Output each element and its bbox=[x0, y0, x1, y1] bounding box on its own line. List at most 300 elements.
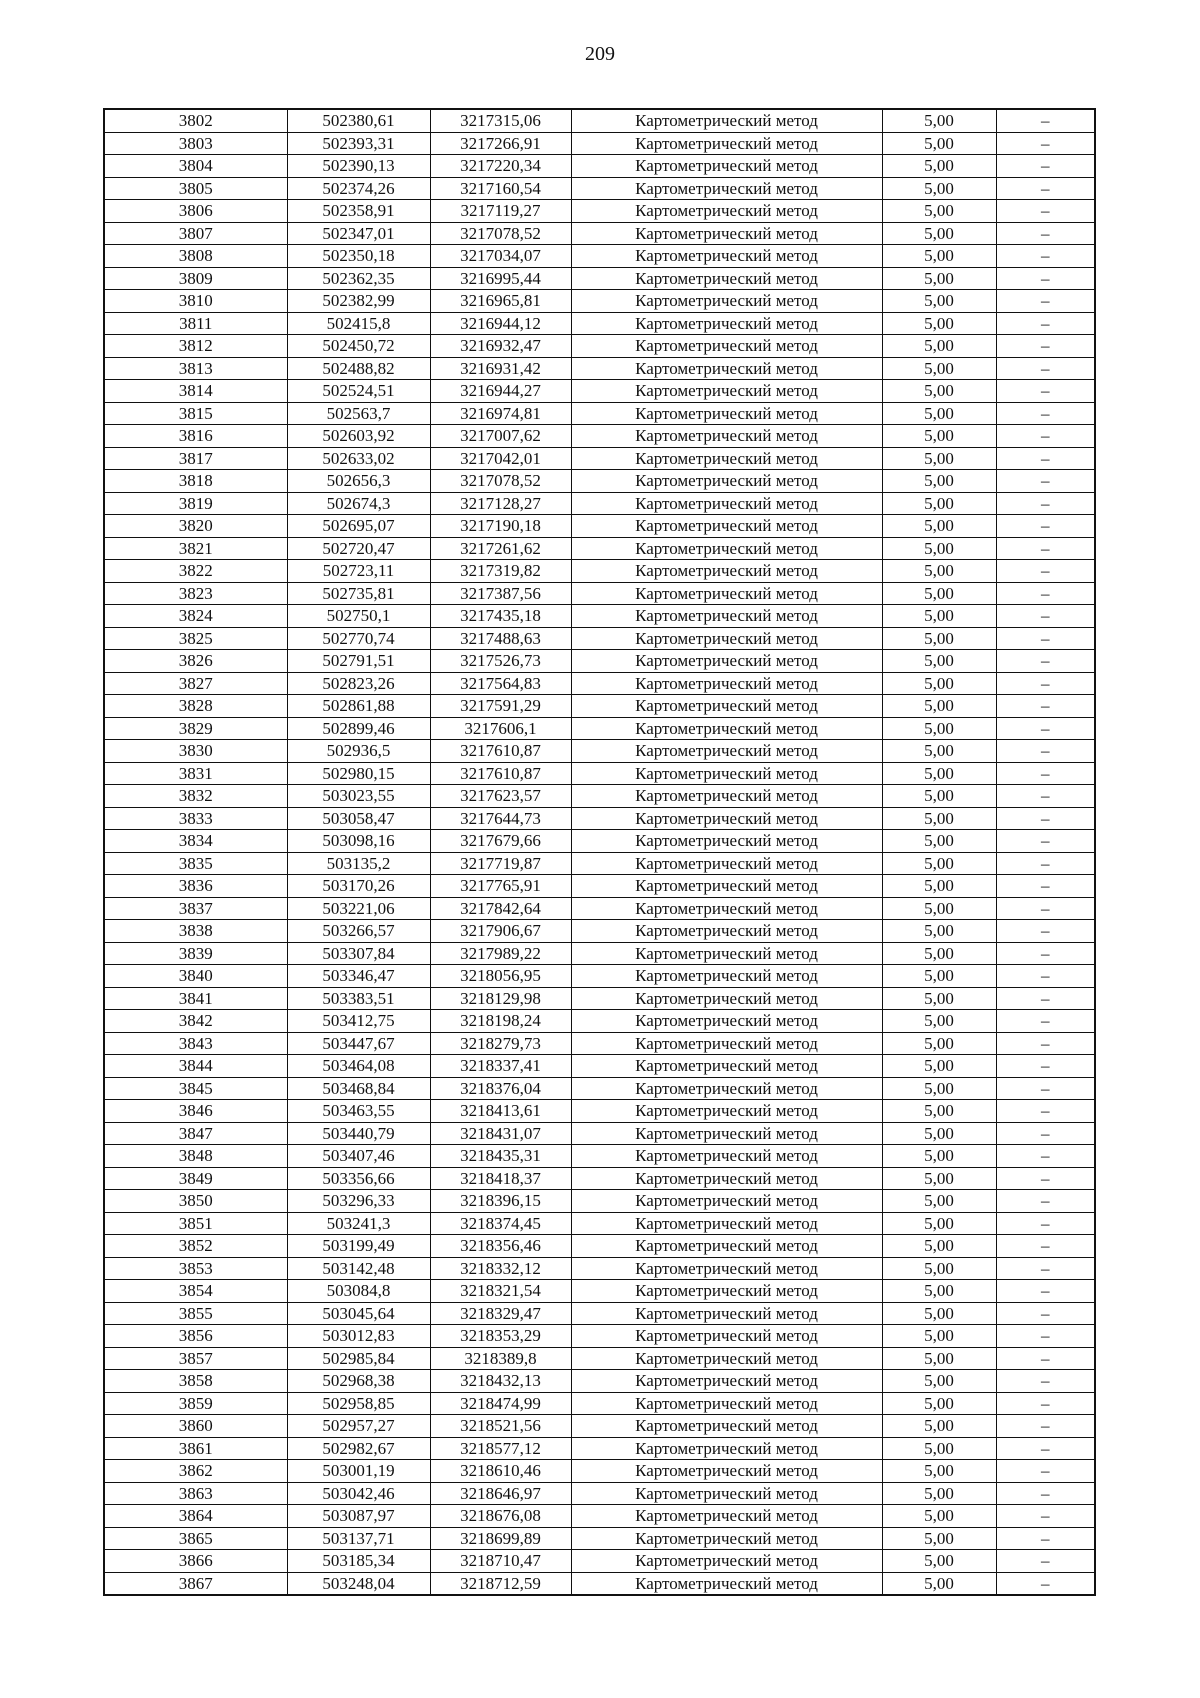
table-row bbox=[104, 200, 1095, 223]
table-row bbox=[104, 1302, 1095, 1325]
x-coordinate-cell: 502633,02 bbox=[287, 447, 430, 470]
accuracy-cell: 5,00 bbox=[882, 1302, 996, 1325]
note-cell: – bbox=[996, 1190, 1095, 1213]
note-cell: – bbox=[996, 920, 1095, 943]
note-cell: – bbox=[996, 1347, 1095, 1370]
point-number-cell: 3845 bbox=[104, 1077, 287, 1100]
x-coordinate-cell: 503058,47 bbox=[287, 807, 430, 830]
table-row bbox=[104, 717, 1095, 740]
method-cell: Картометрический метод bbox=[571, 695, 882, 718]
y-coordinate-cell: 3218610,46 bbox=[430, 1460, 571, 1483]
point-number-cell: 3840 bbox=[104, 965, 287, 988]
point-number-cell: 3842 bbox=[104, 1010, 287, 1033]
method-cell: Картометрический метод bbox=[571, 335, 882, 358]
point-number-cell: 3805 bbox=[104, 177, 287, 200]
method-cell: Картометрический метод bbox=[571, 965, 882, 988]
point-number-cell: 3833 bbox=[104, 807, 287, 830]
note-cell: – bbox=[996, 177, 1095, 200]
x-coordinate-cell: 503199,49 bbox=[287, 1235, 430, 1258]
x-coordinate-cell: 503440,79 bbox=[287, 1122, 430, 1145]
table-row bbox=[104, 267, 1095, 290]
accuracy-cell: 5,00 bbox=[882, 312, 996, 335]
accuracy-cell: 5,00 bbox=[882, 109, 996, 132]
point-number-cell: 3829 bbox=[104, 717, 287, 740]
x-coordinate-cell: 503042,46 bbox=[287, 1482, 430, 1505]
x-coordinate-cell: 503045,64 bbox=[287, 1302, 430, 1325]
note-cell: – bbox=[996, 425, 1095, 448]
note-cell: – bbox=[996, 1460, 1095, 1483]
y-coordinate-cell: 3218418,37 bbox=[430, 1167, 571, 1190]
y-coordinate-cell: 3217526,73 bbox=[430, 650, 571, 673]
note-cell: – bbox=[996, 155, 1095, 178]
table-row bbox=[104, 1235, 1095, 1258]
note-cell: – bbox=[996, 695, 1095, 718]
y-coordinate-cell: 3218413,61 bbox=[430, 1100, 571, 1123]
point-number-cell: 3824 bbox=[104, 605, 287, 628]
y-coordinate-cell: 3218712,59 bbox=[430, 1572, 571, 1595]
method-cell: Картометрический метод bbox=[571, 1347, 882, 1370]
table-row bbox=[104, 897, 1095, 920]
note-cell: – bbox=[996, 267, 1095, 290]
x-coordinate-cell: 503248,04 bbox=[287, 1572, 430, 1595]
table-row bbox=[104, 695, 1095, 718]
y-coordinate-cell: 3217719,87 bbox=[430, 852, 571, 875]
note-cell: – bbox=[996, 650, 1095, 673]
note-cell: – bbox=[996, 852, 1095, 875]
method-cell: Картометрический метод bbox=[571, 200, 882, 223]
x-coordinate-cell: 503266,57 bbox=[287, 920, 430, 943]
point-number-cell: 3811 bbox=[104, 312, 287, 335]
x-coordinate-cell: 502723,11 bbox=[287, 560, 430, 583]
note-cell: – bbox=[996, 560, 1095, 583]
note-cell: – bbox=[996, 897, 1095, 920]
x-coordinate-cell: 503185,34 bbox=[287, 1550, 430, 1573]
table-row bbox=[104, 762, 1095, 785]
table-row bbox=[104, 627, 1095, 650]
table-row bbox=[104, 650, 1095, 673]
x-coordinate-cell: 503142,48 bbox=[287, 1257, 430, 1280]
table-row bbox=[104, 807, 1095, 830]
x-coordinate-cell: 502968,38 bbox=[287, 1370, 430, 1393]
table-row bbox=[104, 1370, 1095, 1393]
method-cell: Картометрический метод bbox=[571, 1505, 882, 1528]
table-row bbox=[104, 560, 1095, 583]
table-row bbox=[104, 109, 1095, 132]
method-cell: Картометрический метод bbox=[571, 785, 882, 808]
table-row bbox=[104, 582, 1095, 605]
x-coordinate-cell: 503012,83 bbox=[287, 1325, 430, 1348]
table-row bbox=[104, 740, 1095, 763]
accuracy-cell: 5,00 bbox=[882, 1212, 996, 1235]
method-cell: Картометрический метод bbox=[571, 830, 882, 853]
y-coordinate-cell: 3218279,73 bbox=[430, 1032, 571, 1055]
table-row bbox=[104, 830, 1095, 853]
note-cell: – bbox=[996, 222, 1095, 245]
accuracy-cell: 5,00 bbox=[882, 807, 996, 830]
table-row bbox=[104, 155, 1095, 178]
point-number-cell: 3857 bbox=[104, 1347, 287, 1370]
y-coordinate-cell: 3218521,56 bbox=[430, 1415, 571, 1438]
x-coordinate-cell: 503241,3 bbox=[287, 1212, 430, 1235]
table-row bbox=[104, 1100, 1095, 1123]
method-cell: Картометрический метод bbox=[571, 1032, 882, 1055]
note-cell: – bbox=[996, 740, 1095, 763]
table-row bbox=[104, 1527, 1095, 1550]
accuracy-cell: 5,00 bbox=[882, 1122, 996, 1145]
y-coordinate-cell: 3217606,1 bbox=[430, 717, 571, 740]
table-row bbox=[104, 1415, 1095, 1438]
accuracy-cell: 5,00 bbox=[882, 695, 996, 718]
x-coordinate-cell: 502524,51 bbox=[287, 380, 430, 403]
note-cell: – bbox=[996, 380, 1095, 403]
method-cell: Картометрический метод bbox=[571, 177, 882, 200]
x-coordinate-cell: 503023,55 bbox=[287, 785, 430, 808]
x-coordinate-cell: 502861,88 bbox=[287, 695, 430, 718]
note-cell: – bbox=[996, 515, 1095, 538]
note-cell: – bbox=[996, 335, 1095, 358]
y-coordinate-cell: 3218710,47 bbox=[430, 1550, 571, 1573]
y-coordinate-cell: 3218396,15 bbox=[430, 1190, 571, 1213]
accuracy-cell: 5,00 bbox=[882, 1482, 996, 1505]
note-cell: – bbox=[996, 1302, 1095, 1325]
accuracy-cell: 5,00 bbox=[882, 1437, 996, 1460]
accuracy-cell: 5,00 bbox=[882, 1010, 996, 1033]
method-cell: Картометрический метод bbox=[571, 1302, 882, 1325]
y-coordinate-cell: 3217488,63 bbox=[430, 627, 571, 650]
note-cell: – bbox=[996, 470, 1095, 493]
table-row bbox=[104, 1055, 1095, 1078]
method-cell: Картометрический метод bbox=[571, 155, 882, 178]
point-number-cell: 3825 bbox=[104, 627, 287, 650]
x-coordinate-cell: 502674,3 bbox=[287, 492, 430, 515]
method-cell: Картометрический метод bbox=[571, 1122, 882, 1145]
accuracy-cell: 5,00 bbox=[882, 965, 996, 988]
method-cell: Картометрический метод bbox=[571, 537, 882, 560]
note-cell: – bbox=[996, 402, 1095, 425]
method-cell: Картометрический метод bbox=[571, 627, 882, 650]
table-row bbox=[104, 177, 1095, 200]
y-coordinate-cell: 3217128,27 bbox=[430, 492, 571, 515]
accuracy-cell: 5,00 bbox=[882, 402, 996, 425]
accuracy-cell: 5,00 bbox=[882, 1527, 996, 1550]
accuracy-cell: 5,00 bbox=[882, 492, 996, 515]
point-number-cell: 3817 bbox=[104, 447, 287, 470]
table-row bbox=[104, 1482, 1095, 1505]
y-coordinate-cell: 3217266,91 bbox=[430, 132, 571, 155]
accuracy-cell: 5,00 bbox=[882, 582, 996, 605]
accuracy-cell: 5,00 bbox=[882, 155, 996, 178]
y-coordinate-cell: 3217078,52 bbox=[430, 470, 571, 493]
table-row bbox=[104, 1505, 1095, 1528]
note-cell: – bbox=[996, 1370, 1095, 1393]
y-coordinate-cell: 3216965,81 bbox=[430, 290, 571, 313]
x-coordinate-cell: 503137,71 bbox=[287, 1527, 430, 1550]
note-cell: – bbox=[996, 1257, 1095, 1280]
accuracy-cell: 5,00 bbox=[882, 470, 996, 493]
note-cell: – bbox=[996, 1572, 1095, 1595]
note-cell: – bbox=[996, 1100, 1095, 1123]
table-row bbox=[104, 380, 1095, 403]
x-coordinate-cell: 503463,55 bbox=[287, 1100, 430, 1123]
point-number-cell: 3828 bbox=[104, 695, 287, 718]
y-coordinate-cell: 3218353,29 bbox=[430, 1325, 571, 1348]
x-coordinate-cell: 502750,1 bbox=[287, 605, 430, 628]
point-number-cell: 3819 bbox=[104, 492, 287, 515]
method-cell: Картометрический метод bbox=[571, 852, 882, 875]
table-row bbox=[104, 920, 1095, 943]
accuracy-cell: 5,00 bbox=[882, 672, 996, 695]
y-coordinate-cell: 3217042,01 bbox=[430, 447, 571, 470]
table-row bbox=[104, 402, 1095, 425]
point-number-cell: 3813 bbox=[104, 357, 287, 380]
table-row bbox=[104, 1257, 1095, 1280]
accuracy-cell: 5,00 bbox=[882, 717, 996, 740]
method-cell: Картометрический метод bbox=[571, 1482, 882, 1505]
table-row bbox=[104, 1122, 1095, 1145]
point-number-cell: 3816 bbox=[104, 425, 287, 448]
x-coordinate-cell: 502899,46 bbox=[287, 717, 430, 740]
y-coordinate-cell: 3216944,12 bbox=[430, 312, 571, 335]
y-coordinate-cell: 3216974,81 bbox=[430, 402, 571, 425]
note-cell: – bbox=[996, 830, 1095, 853]
x-coordinate-cell: 502957,27 bbox=[287, 1415, 430, 1438]
table-row bbox=[104, 222, 1095, 245]
note-cell: – bbox=[996, 312, 1095, 335]
method-cell: Картометрический метод bbox=[571, 515, 882, 538]
method-cell: Картометрический метод bbox=[571, 447, 882, 470]
accuracy-cell: 5,00 bbox=[882, 830, 996, 853]
x-coordinate-cell: 503356,66 bbox=[287, 1167, 430, 1190]
y-coordinate-cell: 3216931,42 bbox=[430, 357, 571, 380]
x-coordinate-cell: 503407,46 bbox=[287, 1145, 430, 1168]
x-coordinate-cell: 502791,51 bbox=[287, 650, 430, 673]
accuracy-cell: 5,00 bbox=[882, 762, 996, 785]
accuracy-cell: 5,00 bbox=[882, 1392, 996, 1415]
method-cell: Картометрический метод bbox=[571, 402, 882, 425]
point-number-cell: 3861 bbox=[104, 1437, 287, 1460]
x-coordinate-cell: 502390,13 bbox=[287, 155, 430, 178]
y-coordinate-cell: 3217261,62 bbox=[430, 537, 571, 560]
note-cell: – bbox=[996, 1505, 1095, 1528]
note-cell: – bbox=[996, 1212, 1095, 1235]
y-coordinate-cell: 3218129,98 bbox=[430, 987, 571, 1010]
accuracy-cell: 5,00 bbox=[882, 920, 996, 943]
point-number-cell: 3856 bbox=[104, 1325, 287, 1348]
y-coordinate-cell: 3218332,12 bbox=[430, 1257, 571, 1280]
method-cell: Картометрический метод bbox=[571, 245, 882, 268]
table-row bbox=[104, 1167, 1095, 1190]
accuracy-cell: 5,00 bbox=[882, 1415, 996, 1438]
method-cell: Картометрический метод bbox=[571, 357, 882, 380]
note-cell: – bbox=[996, 1010, 1095, 1033]
point-number-cell: 3832 bbox=[104, 785, 287, 808]
method-cell: Картометрический метод bbox=[571, 605, 882, 628]
table-row bbox=[104, 605, 1095, 628]
note-cell: – bbox=[996, 1167, 1095, 1190]
y-coordinate-cell: 3218676,08 bbox=[430, 1505, 571, 1528]
accuracy-cell: 5,00 bbox=[882, 1505, 996, 1528]
y-coordinate-cell: 3217610,87 bbox=[430, 740, 571, 763]
y-coordinate-cell: 3218699,89 bbox=[430, 1527, 571, 1550]
method-cell: Картометрический метод bbox=[571, 1257, 882, 1280]
point-number-cell: 3841 bbox=[104, 987, 287, 1010]
x-coordinate-cell: 502350,18 bbox=[287, 245, 430, 268]
point-number-cell: 3831 bbox=[104, 762, 287, 785]
method-cell: Картометрический метод bbox=[571, 1212, 882, 1235]
method-cell: Картометрический метод bbox=[571, 762, 882, 785]
note-cell: – bbox=[996, 1122, 1095, 1145]
accuracy-cell: 5,00 bbox=[882, 132, 996, 155]
accuracy-cell: 5,00 bbox=[882, 605, 996, 628]
accuracy-cell: 5,00 bbox=[882, 1460, 996, 1483]
accuracy-cell: 5,00 bbox=[882, 1077, 996, 1100]
y-coordinate-cell: 3217007,62 bbox=[430, 425, 571, 448]
note-cell: – bbox=[996, 200, 1095, 223]
y-coordinate-cell: 3216944,27 bbox=[430, 380, 571, 403]
point-number-cell: 3865 bbox=[104, 1527, 287, 1550]
point-number-cell: 3863 bbox=[104, 1482, 287, 1505]
accuracy-cell: 5,00 bbox=[882, 897, 996, 920]
table-row bbox=[104, 537, 1095, 560]
point-number-cell: 3834 bbox=[104, 830, 287, 853]
y-coordinate-cell: 3217034,07 bbox=[430, 245, 571, 268]
accuracy-cell: 5,00 bbox=[882, 515, 996, 538]
note-cell: – bbox=[996, 492, 1095, 515]
method-cell: Картометрический метод bbox=[571, 897, 882, 920]
note-cell: – bbox=[996, 627, 1095, 650]
table-row bbox=[104, 1212, 1095, 1235]
method-cell: Картометрический метод bbox=[571, 470, 882, 493]
y-coordinate-cell: 3218646,97 bbox=[430, 1482, 571, 1505]
x-coordinate-cell: 502563,7 bbox=[287, 402, 430, 425]
method-cell: Картометрический метод bbox=[571, 740, 882, 763]
point-number-cell: 3850 bbox=[104, 1190, 287, 1213]
accuracy-cell: 5,00 bbox=[882, 1325, 996, 1348]
table-row bbox=[104, 875, 1095, 898]
x-coordinate-cell: 502382,99 bbox=[287, 290, 430, 313]
x-coordinate-cell: 503464,08 bbox=[287, 1055, 430, 1078]
note-cell: – bbox=[996, 1077, 1095, 1100]
note-cell: – bbox=[996, 582, 1095, 605]
note-cell: – bbox=[996, 875, 1095, 898]
method-cell: Картометрический метод bbox=[571, 425, 882, 448]
point-number-cell: 3860 bbox=[104, 1415, 287, 1438]
table-row bbox=[104, 245, 1095, 268]
table-row bbox=[104, 1325, 1095, 1348]
x-coordinate-cell: 503098,16 bbox=[287, 830, 430, 853]
accuracy-cell: 5,00 bbox=[882, 1550, 996, 1573]
table-row bbox=[104, 942, 1095, 965]
accuracy-cell: 5,00 bbox=[882, 335, 996, 358]
accuracy-cell: 5,00 bbox=[882, 1280, 996, 1303]
method-cell: Картометрический метод bbox=[571, 267, 882, 290]
table-row bbox=[104, 672, 1095, 695]
x-coordinate-cell: 502770,74 bbox=[287, 627, 430, 650]
x-coordinate-cell: 503468,84 bbox=[287, 1077, 430, 1100]
table-row bbox=[104, 1347, 1095, 1370]
x-coordinate-cell: 503447,67 bbox=[287, 1032, 430, 1055]
note-cell: – bbox=[996, 290, 1095, 313]
point-number-cell: 3837 bbox=[104, 897, 287, 920]
table-row bbox=[104, 987, 1095, 1010]
point-number-cell: 3820 bbox=[104, 515, 287, 538]
point-number-cell: 3866 bbox=[104, 1550, 287, 1573]
table-row bbox=[104, 1392, 1095, 1415]
y-coordinate-cell: 3218374,45 bbox=[430, 1212, 571, 1235]
accuracy-cell: 5,00 bbox=[882, 425, 996, 448]
table-row bbox=[104, 312, 1095, 335]
table-row bbox=[104, 1572, 1095, 1595]
method-cell: Картометрический метод bbox=[571, 672, 882, 695]
point-number-cell: 3835 bbox=[104, 852, 287, 875]
point-number-cell: 3818 bbox=[104, 470, 287, 493]
note-cell: – bbox=[996, 1415, 1095, 1438]
point-number-cell: 3862 bbox=[104, 1460, 287, 1483]
accuracy-cell: 5,00 bbox=[882, 1100, 996, 1123]
table-row bbox=[104, 965, 1095, 988]
method-cell: Картометрический метод bbox=[571, 920, 882, 943]
point-number-cell: 3814 bbox=[104, 380, 287, 403]
accuracy-cell: 5,00 bbox=[882, 1370, 996, 1393]
accuracy-cell: 5,00 bbox=[882, 875, 996, 898]
y-coordinate-cell: 3218435,31 bbox=[430, 1145, 571, 1168]
note-cell: – bbox=[996, 1235, 1095, 1258]
method-cell: Картометрический метод bbox=[571, 1527, 882, 1550]
y-coordinate-cell: 3217610,87 bbox=[430, 762, 571, 785]
y-coordinate-cell: 3217190,18 bbox=[430, 515, 571, 538]
method-cell: Картометрический метод bbox=[571, 222, 882, 245]
x-coordinate-cell: 503383,51 bbox=[287, 987, 430, 1010]
accuracy-cell: 5,00 bbox=[882, 1347, 996, 1370]
note-cell: – bbox=[996, 1280, 1095, 1303]
x-coordinate-cell: 502980,15 bbox=[287, 762, 430, 785]
method-cell: Картометрический метод bbox=[571, 987, 882, 1010]
table-row bbox=[104, 1550, 1095, 1573]
table-row bbox=[104, 1437, 1095, 1460]
table-row bbox=[104, 515, 1095, 538]
x-coordinate-cell: 502823,26 bbox=[287, 672, 430, 695]
accuracy-cell: 5,00 bbox=[882, 1257, 996, 1280]
note-cell: – bbox=[996, 1055, 1095, 1078]
y-coordinate-cell: 3217160,54 bbox=[430, 177, 571, 200]
table-row bbox=[104, 1460, 1095, 1483]
method-cell: Картометрический метод bbox=[571, 650, 882, 673]
x-coordinate-cell: 503412,75 bbox=[287, 1010, 430, 1033]
point-number-cell: 3854 bbox=[104, 1280, 287, 1303]
note-cell: – bbox=[996, 1032, 1095, 1055]
point-number-cell: 3867 bbox=[104, 1572, 287, 1595]
point-number-cell: 3806 bbox=[104, 200, 287, 223]
point-number-cell: 3847 bbox=[104, 1122, 287, 1145]
accuracy-cell: 5,00 bbox=[882, 267, 996, 290]
method-cell: Картометрический метод bbox=[571, 1280, 882, 1303]
point-number-cell: 3844 bbox=[104, 1055, 287, 1078]
x-coordinate-cell: 503084,8 bbox=[287, 1280, 430, 1303]
x-coordinate-cell: 503001,19 bbox=[287, 1460, 430, 1483]
point-number-cell: 3849 bbox=[104, 1167, 287, 1190]
point-number-cell: 3851 bbox=[104, 1212, 287, 1235]
accuracy-cell: 5,00 bbox=[882, 1055, 996, 1078]
note-cell: – bbox=[996, 357, 1095, 380]
method-cell: Картометрический метод bbox=[571, 1167, 882, 1190]
note-cell: – bbox=[996, 965, 1095, 988]
y-coordinate-cell: 3217564,83 bbox=[430, 672, 571, 695]
point-number-cell: 3815 bbox=[104, 402, 287, 425]
method-cell: Картометрический метод bbox=[571, 1055, 882, 1078]
point-number-cell: 3859 bbox=[104, 1392, 287, 1415]
accuracy-cell: 5,00 bbox=[882, 1145, 996, 1168]
accuracy-cell: 5,00 bbox=[882, 560, 996, 583]
